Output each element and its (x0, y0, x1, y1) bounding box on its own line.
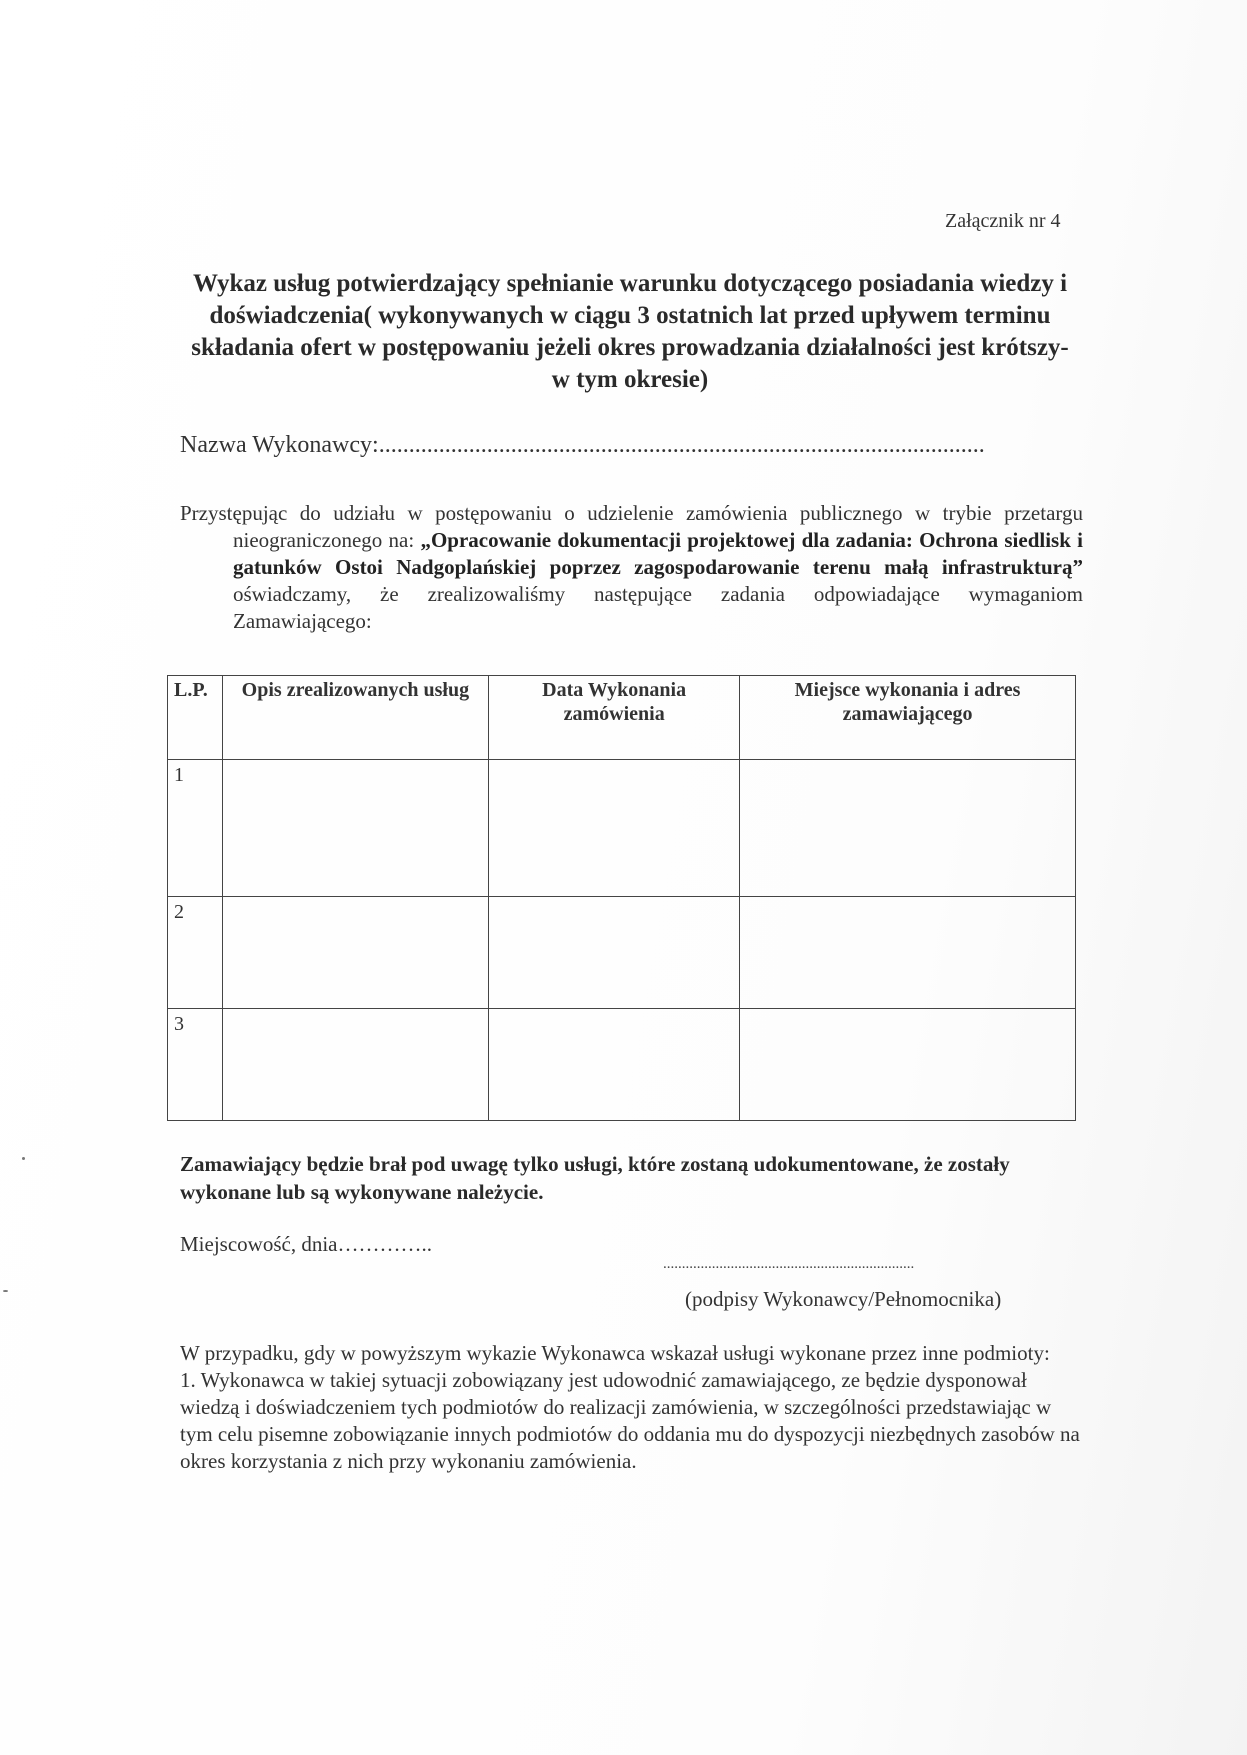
intro-text-start: Przystępując do udziału w postępowaniu o udzielenie zamówienia publicznego w trybie przetargu nieograniczonego na: (180, 501, 1083, 552)
table-row (168, 760, 1076, 897)
header-date: Data Wykonania zamówienia (489, 676, 740, 760)
description-cell (222, 897, 489, 1009)
place-cell (740, 897, 1076, 1009)
date-cell (489, 1009, 740, 1121)
intro-paragraph (180, 500, 1083, 635)
date-cell (489, 760, 740, 897)
table-row (168, 897, 1076, 1009)
header-place: Miejsce wykonania i adres zamawiającego (740, 676, 1076, 760)
row-number: 2 (168, 897, 223, 1009)
scan-speck (3, 1290, 8, 1292)
scan-speck (22, 1157, 25, 1160)
place-cell (740, 1009, 1076, 1121)
services-table (167, 675, 1076, 1121)
row-number: 1 (168, 760, 223, 897)
place-cell (740, 760, 1076, 897)
header-description: Opis zrealizowanych usług (222, 676, 489, 760)
signature-line: ................................................................... (663, 1256, 915, 1272)
verification-note: Zamawiający będzie brał pod uwagę tylko usługi, które zostaną udokumentowane, że zostały wykonane lub są wykonywane należycie. (180, 1152, 1010, 1204)
table-row (168, 1009, 1076, 1121)
intro-text-end: oświadczamy, że zrealizowaliśmy następujące zadania odpowiadające wymaganiom Zamawiającego: (233, 582, 1083, 633)
contractor-name-field: Nazwa Wykonawcy:..................................................................................................... (180, 432, 985, 458)
document-title: Wykaz usług potwierdzający spełnianie warunku dotyczącego posiadania wiedzy i doświadczenia( wykonywanych w ciągu 3 ostatnich lat przed upływem terminu składania ofert w postępowaniu jeżeli okres prowadzania działalności jest krótszy- w tym okresie) (191, 270, 1069, 393)
annex-number: Załącznik nr 4 (945, 210, 1061, 232)
description-cell (222, 1009, 489, 1121)
footer-paragraph: W przypadku, gdy w powyższym wykazie Wykonawca wskazał usługi wykonane przez inne podmioty: (180, 1341, 1050, 1365)
footer-notes (180, 1340, 1080, 1475)
date-cell (489, 897, 740, 1009)
description-cell (222, 760, 489, 897)
row-number: 3 (168, 1009, 223, 1121)
intro-task-name: „Opracowanie dokumentacji projektowej dla zadania: Ochrona siedlisk i gatunków Ostoi Nadgoplańskiej poprzez zagospodarowanie terenu małą infrastrukturą” (233, 528, 1083, 579)
footer-paragraph: 1. Wykonawca w takiej sytuacji zobowiązany jest udowodnić zamawiającego, ze będzie dysponował wiedzą i doświadczeniem tych podmiotów do realizacji zamówienia, w szczególności przedstawiając w tym celu pisemne zobowiązanie innych podmiotów do oddania mu do dyspozycji niezbędnych zasobów na okres korzystania z nich przy wykonaniu zamówienia. (180, 1368, 1080, 1473)
signature-label: (podpisy Wykonawcy/Pełnomocnika) (685, 1287, 1002, 1311)
place-date-field: Miejscowość, dnia………….. (180, 1232, 432, 1256)
table-header-row (168, 676, 1076, 760)
header-lp: L.P. (168, 676, 223, 760)
